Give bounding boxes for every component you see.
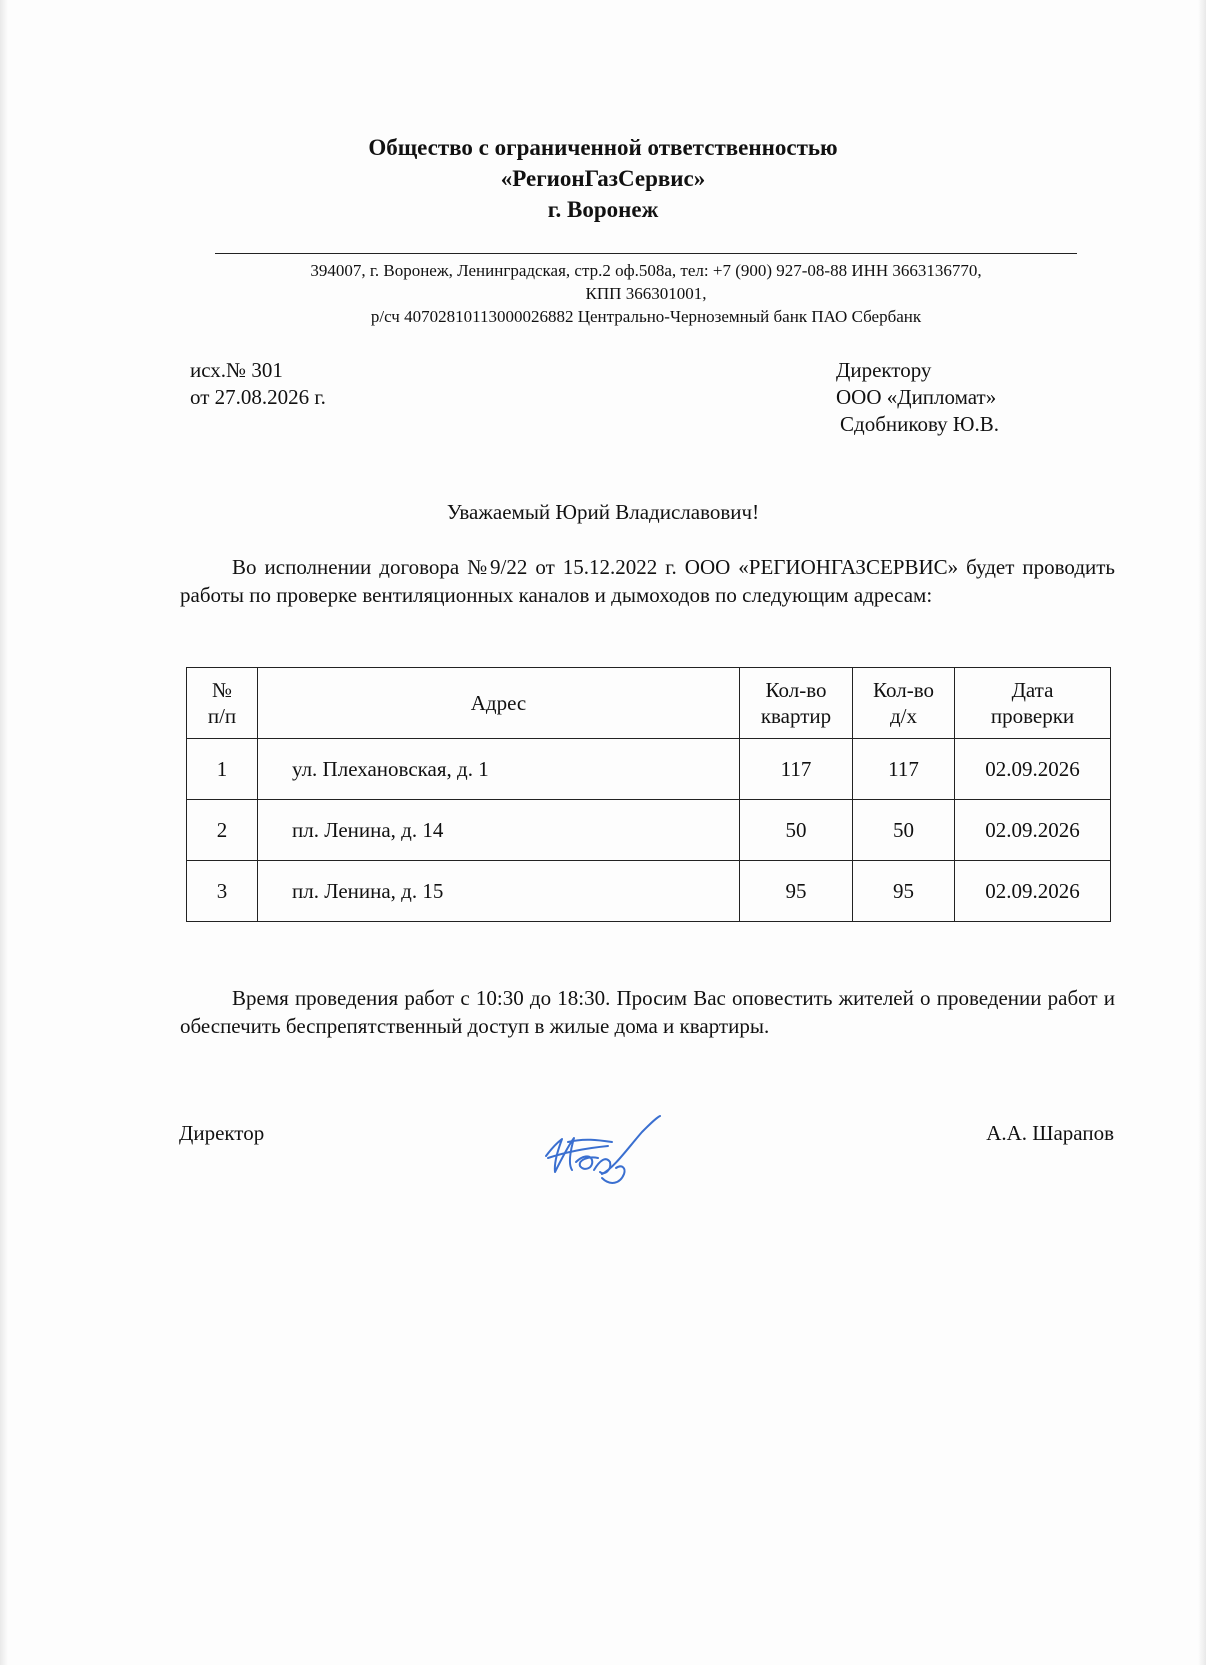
table-row <box>187 800 1111 861</box>
page-edge-right <box>1198 0 1206 1665</box>
cell-date: 02.09.2026 <box>955 800 1111 861</box>
header-date: Дата проверки <box>955 668 1111 739</box>
salutation: Уважаемый Юрий Владиславович! <box>446 500 760 524</box>
header-address: Адрес <box>258 668 740 739</box>
recipient-position: Директору <box>836 358 932 382</box>
company-requisites <box>215 259 1077 328</box>
cell-chimneys: 117 <box>853 739 955 800</box>
header-num: № п/п <box>187 668 258 739</box>
cell-address: пл. Ленина, д. 15 <box>258 861 740 922</box>
cell-date: 02.09.2026 <box>955 739 1111 800</box>
outgoing-date: от 27.08.2026 г. <box>190 385 326 409</box>
body-paragraph-closing <box>180 984 1115 1040</box>
table-header-row <box>187 668 1111 739</box>
cell-num: 2 <box>187 800 258 861</box>
letterhead-company-name: «РегионГазСервис» <box>500 166 706 191</box>
requisites-address-line: 394007, г. Воронеж, Ленинградская, стр.2 оф.508а, тел: +7 (900) 927-08-88 ИНН 3663136770, <box>310 261 982 280</box>
requisites-kpp-line: КПП 366301001, <box>585 284 707 303</box>
cell-chimneys: 50 <box>853 800 955 861</box>
requisites-bank-line: р/сч 40702810113000026882 Центрально-Черноземный банк ПАО Сбербанк <box>370 307 922 326</box>
body-paragraph-intro-text: Во исполнении договора №9/22 от 15.12.2022 г. ООО «РЕГИОНГАЗСЕРВИС» будет проводить работы по проверке вентиляционных каналов и дымоходов по следующим адресам: <box>180 555 1115 607</box>
letterhead-city: г. Воронеж <box>547 197 659 222</box>
outgoing-number: исх.№ 301 <box>190 358 283 382</box>
outgoing-reference <box>190 357 326 411</box>
recipient-name: Сдобникову Ю.В. <box>840 412 1000 436</box>
body-paragraph-intro <box>180 553 1115 609</box>
page-edge-left <box>0 0 8 1665</box>
signatory-name: А.А. Шарапов <box>986 1121 1114 1145</box>
body-paragraph-closing-text: Время проведения работ с 10:30 до 18:30. Просим Вас оповестить жителей о проведении работ и обеспечить беспрепятственный доступ в жилые дома и квартиры. <box>180 986 1115 1038</box>
header-apartments: Кол-во квартир <box>740 668 853 739</box>
cell-chimneys: 95 <box>853 861 955 922</box>
signatory-role: Директор <box>179 1121 265 1145</box>
table-row <box>187 739 1111 800</box>
recipient-block <box>836 357 999 438</box>
header-chimneys: Кол-во д/х <box>853 668 955 739</box>
cell-num: 1 <box>187 739 258 800</box>
cell-num: 3 <box>187 861 258 922</box>
cell-address: ул. Плехановская, д. 1 <box>258 739 740 800</box>
cell-apartments: 95 <box>740 861 853 922</box>
cell-address: пл. Ленина, д. 14 <box>258 800 740 861</box>
letterhead <box>0 132 1206 225</box>
handwritten-signature <box>538 1112 668 1192</box>
letterhead-org-form: Общество с ограниченной ответственностью <box>368 135 838 160</box>
addresses-table <box>186 667 1111 922</box>
cell-apartments: 117 <box>740 739 853 800</box>
cell-apartments: 50 <box>740 800 853 861</box>
recipient-company: ООО «Дипломат» <box>836 385 997 409</box>
table-row <box>187 861 1111 922</box>
letterhead-divider <box>215 253 1077 254</box>
cell-date: 02.09.2026 <box>955 861 1111 922</box>
